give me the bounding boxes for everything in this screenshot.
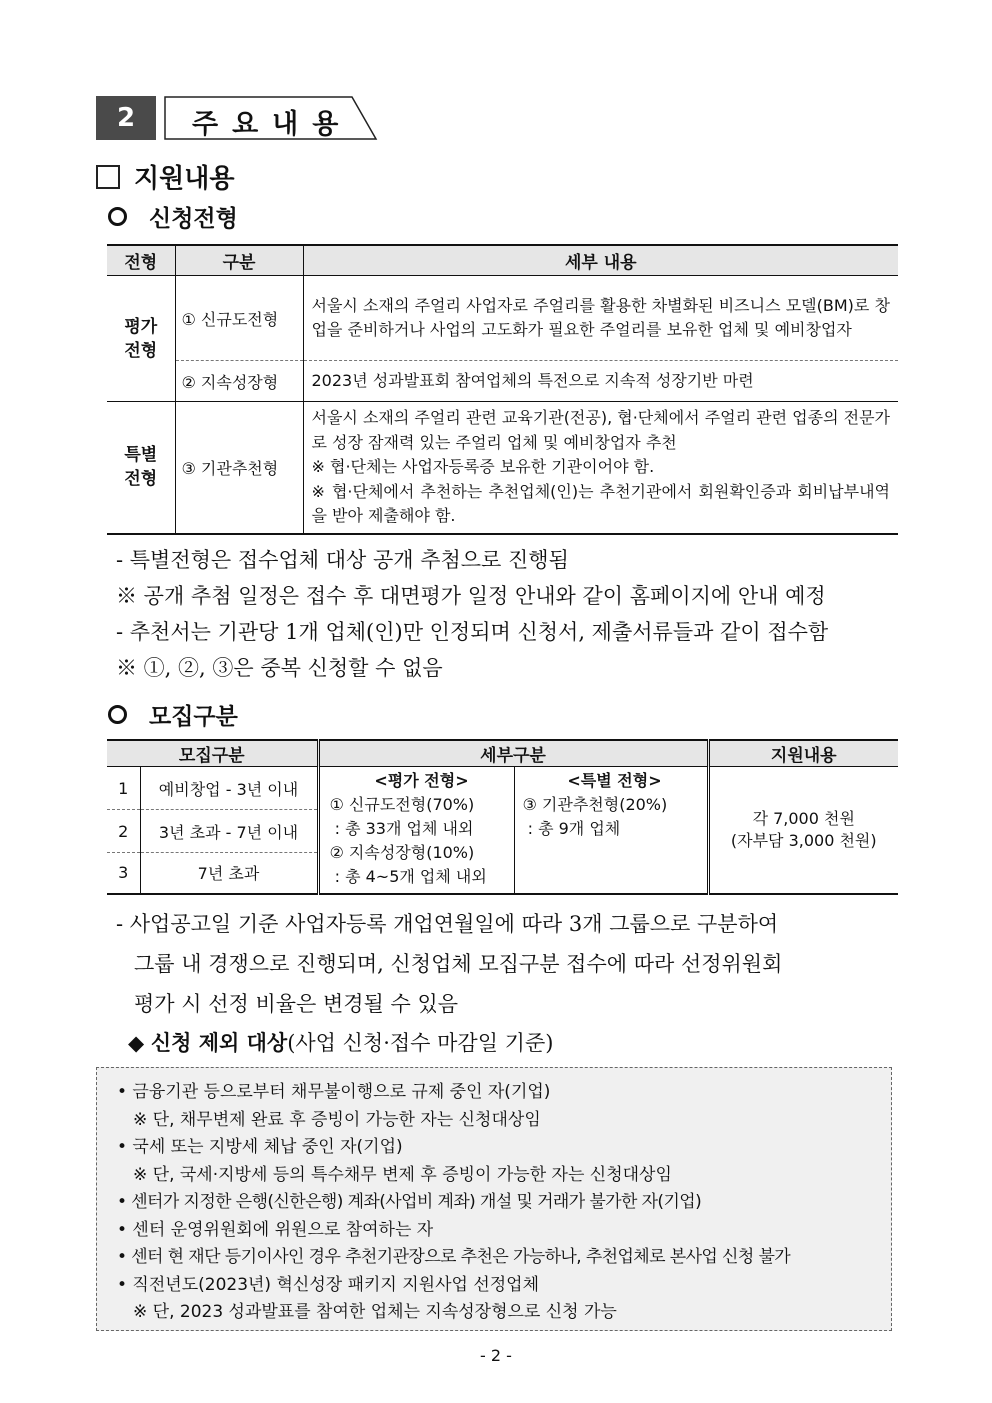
subtype-cell: ① 신규도전형 (175, 276, 303, 361)
application-type-table (107, 244, 898, 535)
special-line: ③ 기관추천형(20%) (522, 795, 668, 814)
heading-text: 신청전형 (149, 205, 238, 232)
heading-text: 지원내용 (134, 164, 235, 194)
note-line: 그룹 내 경쟁으로 진행되며, 신청업체 모집구분 접수에 따라 선정위원회 (134, 952, 783, 976)
note-line: ※ ①, ②, ③은 중복 신청할 수 없음 (116, 656, 443, 680)
table-header: 전형 (107, 245, 175, 276)
special-title: <특별 전형> (567, 771, 662, 790)
group-evaluation: 평가 전형 (107, 276, 175, 402)
eval-title: <평가 전형> (374, 771, 469, 790)
exclusion-note: ※ 단, 국세·지방세 등의 특수채무 변제 후 증빙이 가능한 자는 신청대상임 (133, 1165, 672, 1185)
exclusion-item: • 센터 운영위원회에 위원으로 참여하는 자 (117, 1220, 434, 1240)
support-line: (자부담 3,000 천원) (730, 830, 877, 850)
detail-cell: 2023년 성과발표회 참여업체의 특전으로 지속적 성장기반 마련 (303, 361, 898, 402)
table-header: 세부구분 (318, 740, 708, 767)
exclusion-note: ※ 단, 2023 성과발표를 참여한 업체는 지속성장형으로 신청 가능 (133, 1302, 617, 1322)
row-number: 1 (107, 767, 140, 810)
exclusion-list-box (96, 1067, 892, 1331)
note-line: ※ 공개 추첨 일정은 접수 후 대면평가 일정 안내와 같이 홈페이지에 안내 예정 (116, 584, 826, 608)
exclusion-item: • 센터가 지정한 은행(신한은행) 계좌(사업비 계좌) 개설 및 거래가 불가한 자(기업) (117, 1192, 702, 1212)
subtype-cell: ③ 기관추천형 (175, 402, 303, 534)
exclusion-title: 신청 제외 대상 (150, 1030, 288, 1055)
detail-line: 서울시 소재의 주얼리 관련 교육기관(전공), 협·단체에서 주얼리 관련 업종의 전문가로 성장 잠재력 있는 주얼리 업체 및 예비창업자 추천 (311, 408, 890, 452)
eval-line: : 총 4~5개 업체 내외 (329, 867, 487, 886)
exclusion-item: • 센터 현 재단 등기이사인 경우 추천기관장으로 추천은 가능하나, 추천업체로 본사업 신청 불가 (117, 1247, 791, 1267)
note-line: - 특별전형은 접수업체 대상 공개 추첨으로 진행됨 (116, 548, 569, 572)
recruit-category: 예비창업 - 3년 이내 (140, 767, 318, 810)
eval-line: ② 지속성장형(10%) (329, 843, 475, 862)
special-detail (514, 767, 708, 894)
eval-line: ① 신규도전형(70%) (329, 795, 475, 814)
exclusion-item: • 국세 또는 지방세 체납 중인 자(기업) (117, 1137, 403, 1157)
page-number: - 2 - (480, 1346, 512, 1365)
row-number: 3 (107, 853, 140, 894)
heading-text: 모집구분 (149, 703, 238, 730)
section-title-box (164, 96, 378, 140)
heading-application-type (108, 200, 238, 233)
checkbox-square-icon (96, 165, 120, 189)
notes-block (116, 542, 828, 686)
table-header: 세부 내용 (303, 245, 898, 276)
section-title: 주요내용 (192, 109, 353, 140)
note-line: - 추천서는 기관당 1개 업체(인)만 인정되며 신청서, 제출서류들과 같이 접수함 (116, 620, 829, 644)
group-special: 특별 전형 (107, 402, 175, 534)
heading-recruitment (108, 698, 238, 731)
eval-line: : 총 33개 업체 내외 (329, 819, 474, 838)
exclusion-suffix: (사업 신청·접수 마감일 기준) (287, 1031, 554, 1055)
circle-bullet-icon (108, 207, 127, 226)
detail-note: ※ 협·단체에서 추천하는 추천업체(인)는 추천기관에서 회원확인증과 회비납부내역을 받아 제출해야 함. (311, 481, 890, 525)
exclusion-item: • 금융기관 등으로부터 채무불이행으로 규제 중인 자(기업) (117, 1082, 551, 1102)
exclusion-note: ※ 단, 채무변제 완료 후 증빙이 가능한 자는 신청대상임 (133, 1110, 541, 1130)
detail-cell (303, 402, 898, 534)
note-line: - 사업공고일 기준 사업자등록 개업연월일에 따라 3개 그룹으로 구분하여 (116, 912, 779, 936)
table-header: 구분 (175, 245, 303, 276)
section-number: 2 (96, 96, 156, 140)
note-line: 평가 시 선정 비율은 변경될 수 있음 (134, 992, 459, 1016)
recruitment-table (107, 739, 898, 895)
recruit-category: 3년 초과 - 7년 이내 (140, 810, 318, 853)
support-amount (708, 767, 898, 894)
subtype-cell: ② 지속성장형 (175, 361, 303, 402)
recruit-category: 7년 초과 (140, 853, 318, 894)
table-header: 지원내용 (708, 740, 898, 767)
notes-block-2 (116, 904, 782, 1024)
evaluation-detail (318, 767, 514, 894)
exclusion-heading (128, 1025, 553, 1061)
detail-note: ※ 협·단체는 사업자등록증 보유한 기관이어야 함. (311, 457, 655, 476)
support-line: 각 7,000 천원 (752, 808, 855, 828)
exclusion-item: • 직전년도(2023년) 혁신성장 패키지 지원사업 선정업체 (117, 1275, 540, 1295)
circle-bullet-icon (108, 705, 127, 724)
table-header: 모집구분 (107, 740, 318, 767)
special-line: : 총 9개 업체 (522, 819, 621, 838)
diamond-bullet-icon: ◆ (128, 1031, 145, 1055)
row-number: 2 (107, 810, 140, 853)
heading-support-content (96, 158, 234, 195)
detail-cell: 서울시 소재의 주얼리 사업자로 주얼리를 활용한 차별화된 비즈니스 모델(BM)로 창업을 준비하거나 사업의 고도화가 필요한 주얼리를 보유한 업체 및 예비창업자 (303, 276, 898, 361)
